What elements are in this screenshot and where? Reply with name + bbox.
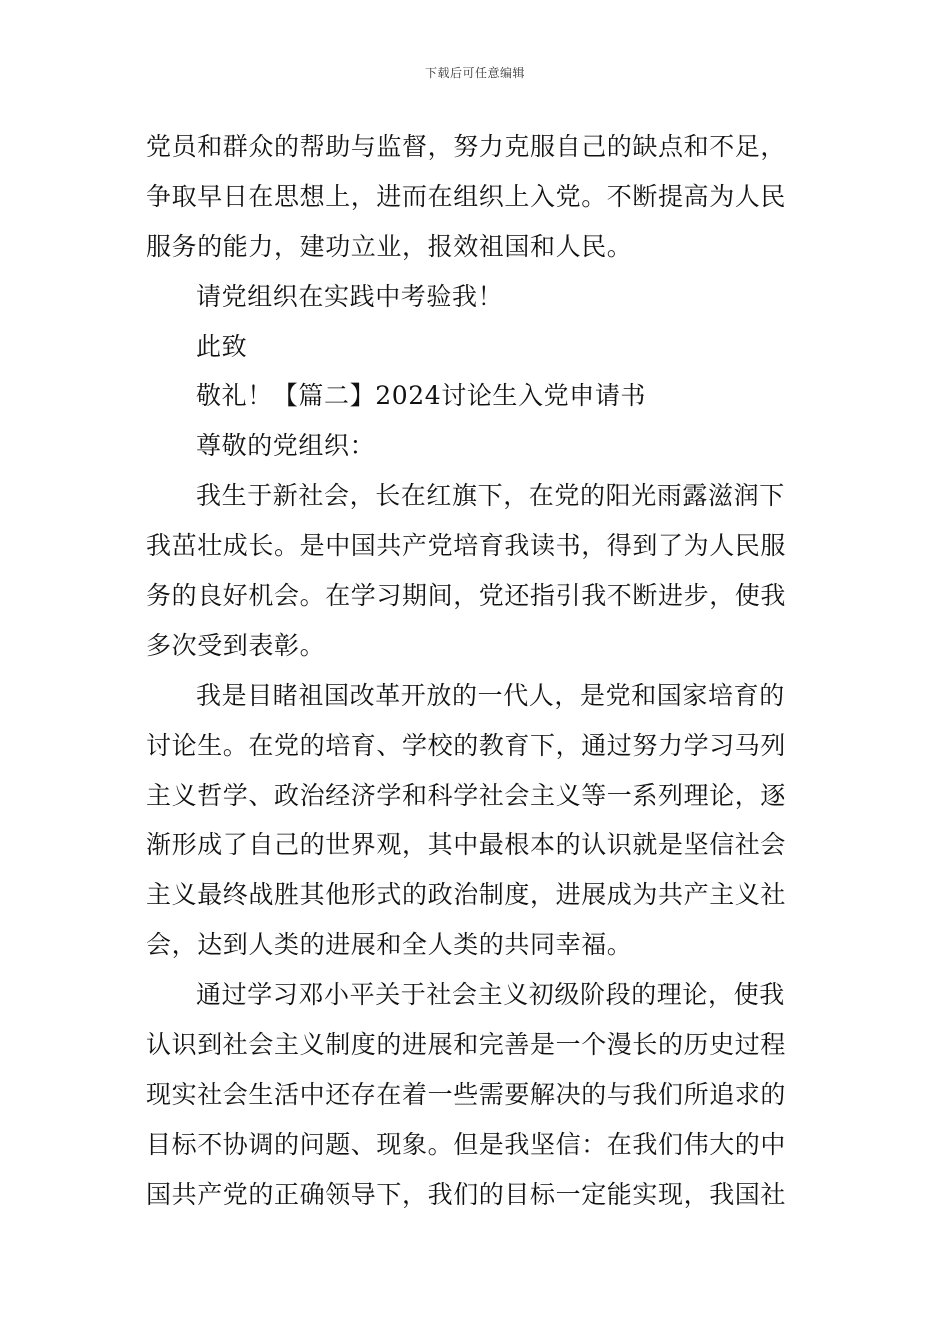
text-line: 主义哲学、政治经济学和科学社会主义等一系列理论，逐 bbox=[146, 780, 787, 810]
text-line: 国共产党的正确领导下，我们的目标一定能实现，我国社 bbox=[146, 1179, 787, 1209]
text-line: 多次受到表彰。 bbox=[146, 630, 326, 660]
text-line: 我茁壮成长。是中国共产党培育我读书，得到了为人民服 bbox=[146, 531, 787, 561]
text-line: 尊敬的党组织： bbox=[196, 431, 376, 461]
text-line: 现实社会生活中还存在着一些需要解决的与我们所追求的 bbox=[146, 1079, 787, 1109]
text-line: 通过学习邓小平关于社会主义初级阶段的理论，使我 bbox=[196, 980, 785, 1010]
text-line: 认识到社会主义制度的进展和完善是一个漫长的历史过程 bbox=[146, 1030, 787, 1060]
text-line: 争取早日在思想上，进而在组织上入党。不断提高为人民 bbox=[146, 181, 787, 211]
document-body bbox=[146, 122, 808, 1220]
text-line: 我是目睹祖国改革开放的一代人，是党和国家培育的 bbox=[196, 680, 785, 710]
text-line: 务的良好机会。在学习期间，党还指引我不断进步，使我 bbox=[146, 581, 787, 611]
page-header: 下载后可任意编辑 bbox=[424, 66, 525, 80]
text-line: 会，达到人类的进展和全人类的共同幸福。 bbox=[146, 930, 633, 960]
text-line: 此致 bbox=[196, 331, 248, 361]
text-line: 渐形成了自己的世界观，其中最根本的认识就是坚信社会 bbox=[146, 830, 787, 860]
text-line: 党员和群众的帮助与监督，努力克服自己的缺点和不足， bbox=[146, 132, 787, 161]
text-line: 服务的能力，建功立业，报效祖国和人民。 bbox=[146, 231, 633, 261]
text-line: 讨论生。在党的培育、学校的教育下，通过努力学习马列 bbox=[146, 730, 787, 760]
text-line: 请党组织在实践中考验我！ bbox=[196, 281, 504, 311]
text-line: 敬礼！【篇二】2024讨论生入党申请书 bbox=[196, 381, 647, 411]
text-line: 我生于新社会，长在红旗下，在党的阳光雨露滋润下 bbox=[196, 481, 785, 511]
text-line: 目标不协调的问题、现象。但是我坚信：在我们伟大的中 bbox=[146, 1129, 787, 1159]
text-line: 主义最终战胜其他形式的政治制度，进展成为共产主义社 bbox=[146, 880, 787, 910]
